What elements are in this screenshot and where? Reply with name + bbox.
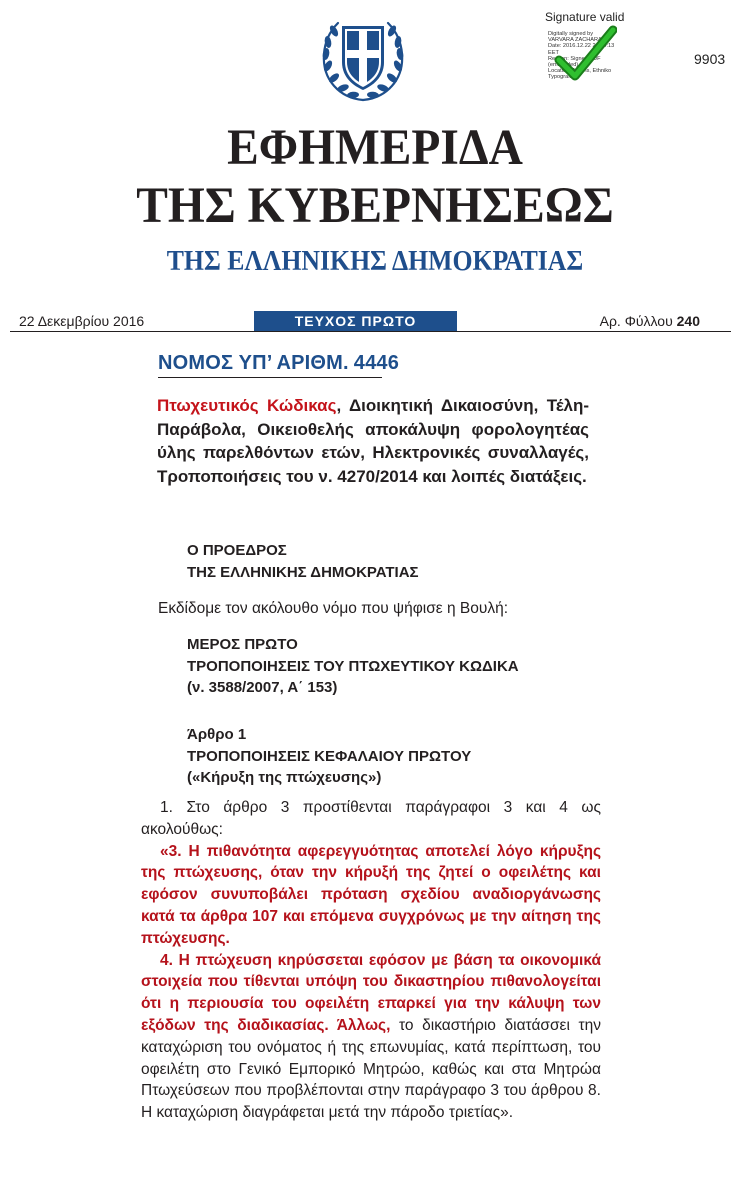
article-line3: («Κήρυξη της πτώχευσης») [187,769,382,786]
article-body [141,797,601,1124]
law-subject [157,394,589,488]
part-line2: ΤΡΟΠΟΠΟΙΗΣΕΙΣ ΤΟΥ ΠΤΩΧΕΥΤΙΚΟΥ ΚΩΔΙΚΑ [187,657,519,675]
law-title-prefix: ΝΟΜΟΣ ΥΠ’ ΑΡΙΘΜ. [158,352,349,374]
digital-signature-stamp [537,10,647,90]
law-title [158,352,400,378]
checkmark-icon [553,24,617,84]
part-line1: ΜΕΡΟΣ ΠΡΩΤΟ [187,636,298,653]
article-heading [187,724,471,789]
page-number: 9903 [694,51,726,67]
signature-line: Typografio [548,74,575,81]
masthead-title-line2: ΤΗΣ ΚΥΒΕΡΝΗΣΕΩΣ [136,178,614,234]
signature-line: VARVARA ZACHARAKI [548,37,608,44]
part-line3: (ν. 3588/2007, Α΄ 153) [187,679,338,696]
sheet-label: Αρ. Φύλλου [599,313,673,329]
issue-date: 22 Δεκεμβρίου 2016 [19,313,145,329]
law-number: 4446 [353,352,400,374]
masthead-title-line1: ΕΦΗΜΕΡΙΔΑ [227,120,523,176]
law-subject-highlight: Πτωχευτικός Κώδικας [157,396,337,415]
president-heading [187,540,419,583]
issue-sheet [600,312,700,330]
masthead-subtitle: ΤΗΣ ΕΛΛΗΝΙΚΗΣ ΔΗΜΟΚΡΑΤΙΑΣ [166,246,584,277]
signature-line: Date: 2016.12.22 21:04:13 [548,43,615,50]
signature-line: Digitally signed by [548,31,594,37]
signature-line: Location: Athens, Ethniko [548,68,612,75]
issue-info-bar [10,311,731,332]
signature-line: (embedded) [548,62,579,69]
paragraph-1: 1. Στο άρθρο 3 προστίθενται παράγραφοι 3 και 4 ως ακολούθως: [141,799,601,838]
issue-part-label: ΤΕΥΧΟΣ ΠΡΩΤΟ [254,311,457,331]
article-line2: ΤΡΟΠΟΠΟΙΗΣΕΙΣ ΚΕΦΑΛΑΙΟΥ ΠΡΩΤΟΥ [187,747,472,765]
sheet-number: 240 [676,313,700,329]
president-line2: ΤΗΣ ΕΛΛΗΝΙΚΗΣ ΔΗΜΟΚΡΑΤΙΑΣ [187,563,419,581]
president-line1: Ο ΠΡΟΕΔΡΟΣ [187,542,287,559]
paragraph-4-highlight: 4. Η πτώχευση κηρύσσεται εφόσον με βάση τα οικονομικά στοιχεία που τίθενται υπόψη του δικαστηρίου πιθανολογείται ότι η περιουσία του οφειλέτη επαρκεί για την κάλυψη των εξόδων της διαδικασίας. Άλλως, [141,951,601,1034]
paragraph-amendment-3: «3. Η πιθανότητα αφερεγγυότητας αποτελεί λόγο κήρυξης της πτώχευσης, όταν την κήρυξή της ζητεί ο οφειλέτης και εφόσον συνυποβάλει πρόταση σχεδίου αναδιοργάνωσης κατά τα άρθρα 107 και επόμενα συγχρόνως με την αίτηση της πτώχευσης. [141,842,601,947]
paragraph-amendment-4 [141,950,601,1124]
law-subject-rest: , Διοικητική Δικαιοσύνη, Τέλη-Παράβολα, Οικειοθελής αποκάλυψη φορολογητέας ύλης παρελθόντων ετών, Ηλεκτρονικές συναλλαγές, Τροποποιήσεις του ν. 4270/2014 και λοιπές διατάξεις. [157,396,589,486]
signature-line: EET [548,49,559,56]
article-line1: Άρθρο 1 [187,726,247,743]
paragraph-4-rest: το δικαστήριο διατάσσει την καταχώριση του ονόματος ή της επωνυμίας, κατά περίπτωση, του οφειλέτη στο Γενικό Εμπορικό Μητρώο, καθώς και στα Μητρώα Πτωχεύσεων που προβλέπονται στην παράγραφο 3 του άρθρου 8. Η καταχώριση διαγράφεται μετά την πάροδο τριετίας». [141,1016,601,1122]
enactment-clause: Εκδίδομε τον ακόλουθο νόμο που ψήφισε η Βουλή: [158,600,509,617]
greek-coat-of-arms-icon [314,10,412,106]
part-heading [187,634,519,699]
signature-title: Signature valid [545,10,625,24]
signature-line: Reason: Signed PDF [548,55,601,62]
